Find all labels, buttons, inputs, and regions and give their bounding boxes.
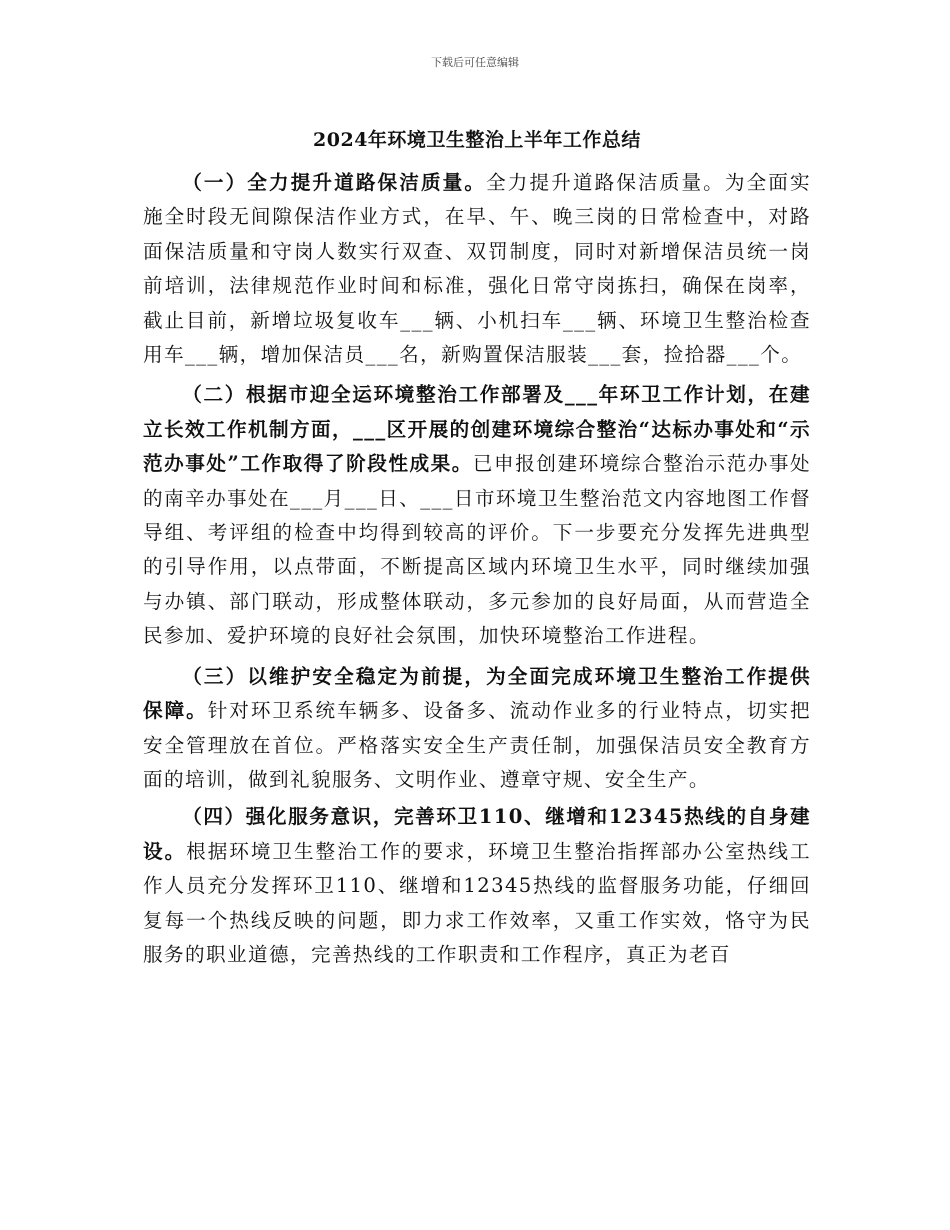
download-watermark: 下载后可任意编辑 <box>431 56 519 69</box>
paragraph-text: 针对环卫系统车辆多、设备多、流动作业多的行业特点，切实把安全管理放在首位。严格落实安全生产责任制，加强保洁员安全教育方面的培训，做到礼貌服务、文明作业、遵章守规、安全生产。 <box>143 699 811 791</box>
paragraph-heading: （二）根据市迎全运环境整治工作部署及___年环卫工作计划，在建立长效工作机制方面，___区开展的创建环境综合整治“达标办事处和“示范办事处”工作取得了阶段性成果。 <box>143 383 811 476</box>
paragraph-text: 根据环境卫生整治工作的要求，环境卫生整治指挥部办公室热线工作人员充分发挥环卫110、继增和12345热线的监督服务功能，仔细回复每一个热线反映的问题，即力求工作效率，又重工作实效，恪守为民服务的职业道德，完善热线的工作职责和工作程序，真正为老百 <box>143 839 811 966</box>
paragraph-heading: （一）全力提升道路保洁质量。 <box>182 171 487 194</box>
paragraph-safety <box>143 660 811 798</box>
paragraph-road-cleaning <box>143 166 811 372</box>
document-body <box>143 166 811 978</box>
paragraph-text: 已申报创建环境综合整治示范办事处的南辛办事处在___月___日、___日市环境卫生整治范文内容地图工作督导组、考评组的检查中均得到较高的评价。下一步要充分发挥先进典型的引导作用，以点带面，不断提高区域内环境卫生水平，同时继续加强与办镇、部门联动，形成整体联动，多元参加的良好局面，从而营造全民参加、爱护环境的良好社会氛围，加快环境整治工作进程。 <box>143 452 812 648</box>
paragraph-heading: （三）以维护安全稳定为前提，为全面完成环境卫生整治工作提供保障。 <box>143 664 811 723</box>
paragraph-long-term-mechanism <box>143 378 811 653</box>
paragraph-heading: （四）强化服务意识，完善环卫110、继增和12345热线的自身建设。 <box>143 805 811 863</box>
paragraph-hotline-service <box>143 800 811 972</box>
document-title: 2024年环境卫生整治上半年工作总结 <box>313 129 641 151</box>
paragraph-text: 全力提升道路保洁质量。为全面实施全时段无间隙保洁作业方式，在早、午、晚三岗的日常检查中，对路面保洁质量和守岗人数实行双查、双罚制度，同时对新增保洁员统一岗前培训，法律规范作业时间和标准，强化日常守岗拣扫，确保在岗率，截止目前，新增垃圾复收车___辆、小机扫车___辆、环境卫生整治检查用车___辆，增加保洁员___名，新购置保洁服装___套，捡拾器___个。 <box>143 171 811 367</box>
